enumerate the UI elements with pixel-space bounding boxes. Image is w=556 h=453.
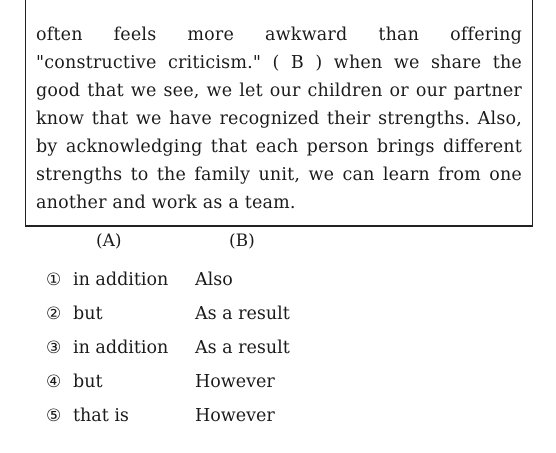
choice-number: ④ bbox=[46, 372, 62, 392]
choice-5[interactable] bbox=[46, 399, 290, 433]
choice-a-value: but bbox=[73, 304, 103, 324]
choice-b-value: Also bbox=[195, 270, 233, 290]
choice-number: ③ bbox=[46, 338, 62, 358]
choice-a-value: but bbox=[73, 372, 103, 392]
choice-number: ② bbox=[46, 304, 62, 324]
choice-a-value: in addition bbox=[73, 270, 169, 290]
answer-choices bbox=[46, 263, 290, 433]
choice-a-value: that is bbox=[73, 406, 129, 426]
choice-number: ① bbox=[46, 270, 62, 290]
choice-4[interactable] bbox=[46, 365, 290, 399]
choice-1[interactable] bbox=[46, 263, 290, 297]
passage-text: often feels more awkward than offering "constructive criticism." ( B ) when we share the good that we see, we let our children or our partner know that we have recognized their strengths. Also, by acknowledging that each person brings different strengths to the family unit, we can learn from one another and work as a team. bbox=[36, 25, 522, 213]
choice-a-value: in addition bbox=[73, 338, 169, 358]
choice-number: ⑤ bbox=[46, 406, 62, 426]
choice-3[interactable] bbox=[46, 331, 290, 365]
choice-2[interactable] bbox=[46, 297, 290, 331]
column-header-a: (A) bbox=[96, 231, 122, 251]
choice-b-value: As a result bbox=[195, 304, 290, 324]
passage-box bbox=[25, 0, 533, 227]
choice-b-value: However bbox=[195, 406, 275, 426]
column-header-b: (B) bbox=[229, 231, 255, 251]
choice-b-value: However bbox=[195, 372, 275, 392]
choice-b-value: As a result bbox=[195, 338, 290, 358]
